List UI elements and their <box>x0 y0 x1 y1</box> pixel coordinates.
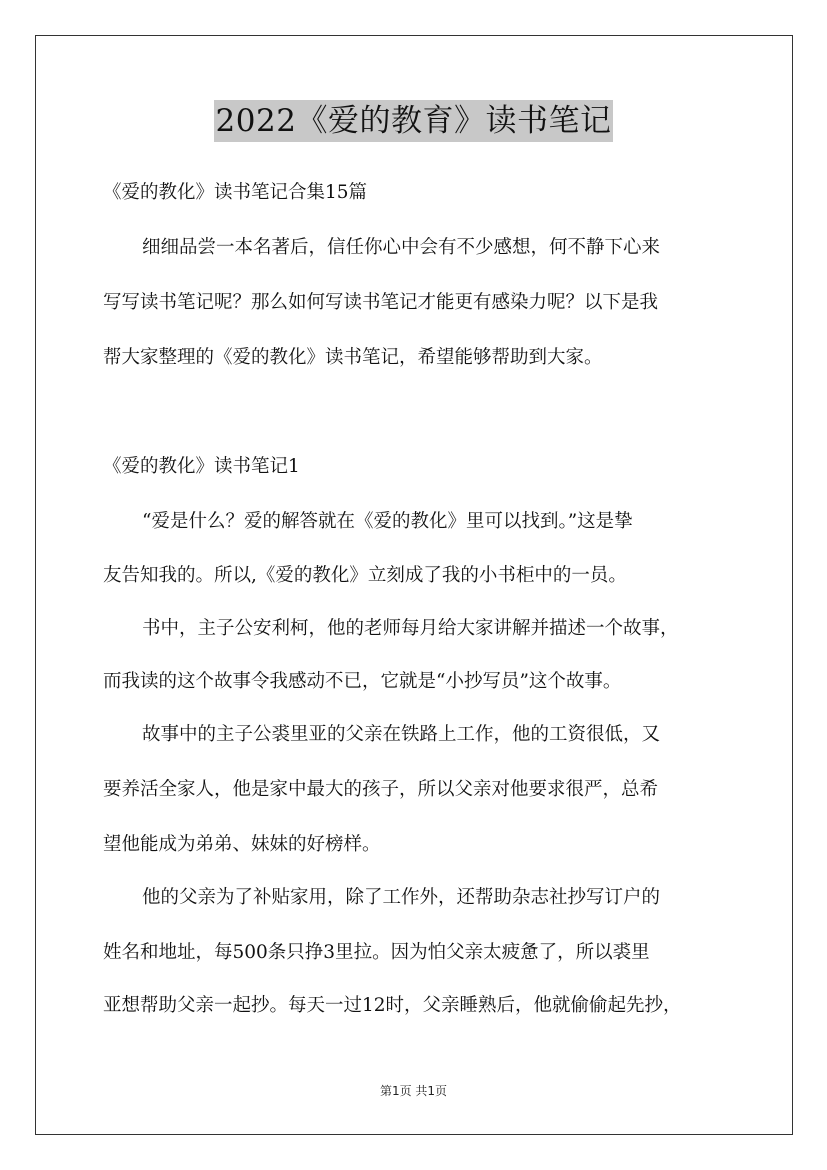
intro-line: 写写读书笔记呢？那么如何写读书笔记才能更有感染力呢？以下是我 <box>103 292 659 313</box>
body-line: 亚想帮助父亲一起抄。每天一过12时，父亲睡熟后，他就偷偷起先抄， <box>103 995 682 1016</box>
intro-line: 帮大家整理的《爱的教化》读书笔记，希望能够帮助到大家。 <box>103 347 603 368</box>
title-container <box>0 100 827 142</box>
body-line: 姓名和地址，每500条只挣3里拉。因为怕父亲太疲惫了，所以裘里 <box>103 942 650 963</box>
body-line: 书中，主子公安利柯，他的老师每月给大家讲解并描述一个故事， <box>142 618 679 639</box>
body-line: 而我读的这个故事令我感动不已，它就是“小抄写员”这个故事。 <box>103 671 622 692</box>
body-line: 他的父亲为了补贴家用，除了工作外，还帮助杂志社抄写订户的 <box>142 887 661 908</box>
body-line: 望他能成为弟弟、妹妹的好榜样。 <box>103 834 381 855</box>
body-line: “爱是什么？爱的解答就在《爱的教化》里可以找到。”这是挚 <box>142 511 633 532</box>
document-title: 2022《爱的教育》读书笔记 <box>214 100 614 142</box>
body-line: 要养活全家人，他是家中最大的孩子，所以父亲对他要求很严，总希 <box>103 779 659 800</box>
subtitle: 《爱的教化》读书笔记合集15篇 <box>103 182 368 203</box>
intro-line: 细细品尝一本名著后，信任你心中会有不少感想，何不静下心来 <box>142 237 661 258</box>
page-footer: 第1页 共1页 <box>379 1084 448 1098</box>
body-line: 友告知我的。所以,《爱的教化》立刻成了我的小书柜中的一员。 <box>103 565 627 586</box>
body-line: 故事中的主子公裘里亚的父亲在铁路上工作，他的工资很低，又 <box>142 724 661 745</box>
section-heading: 《爱的教化》读书笔记1 <box>103 456 300 477</box>
